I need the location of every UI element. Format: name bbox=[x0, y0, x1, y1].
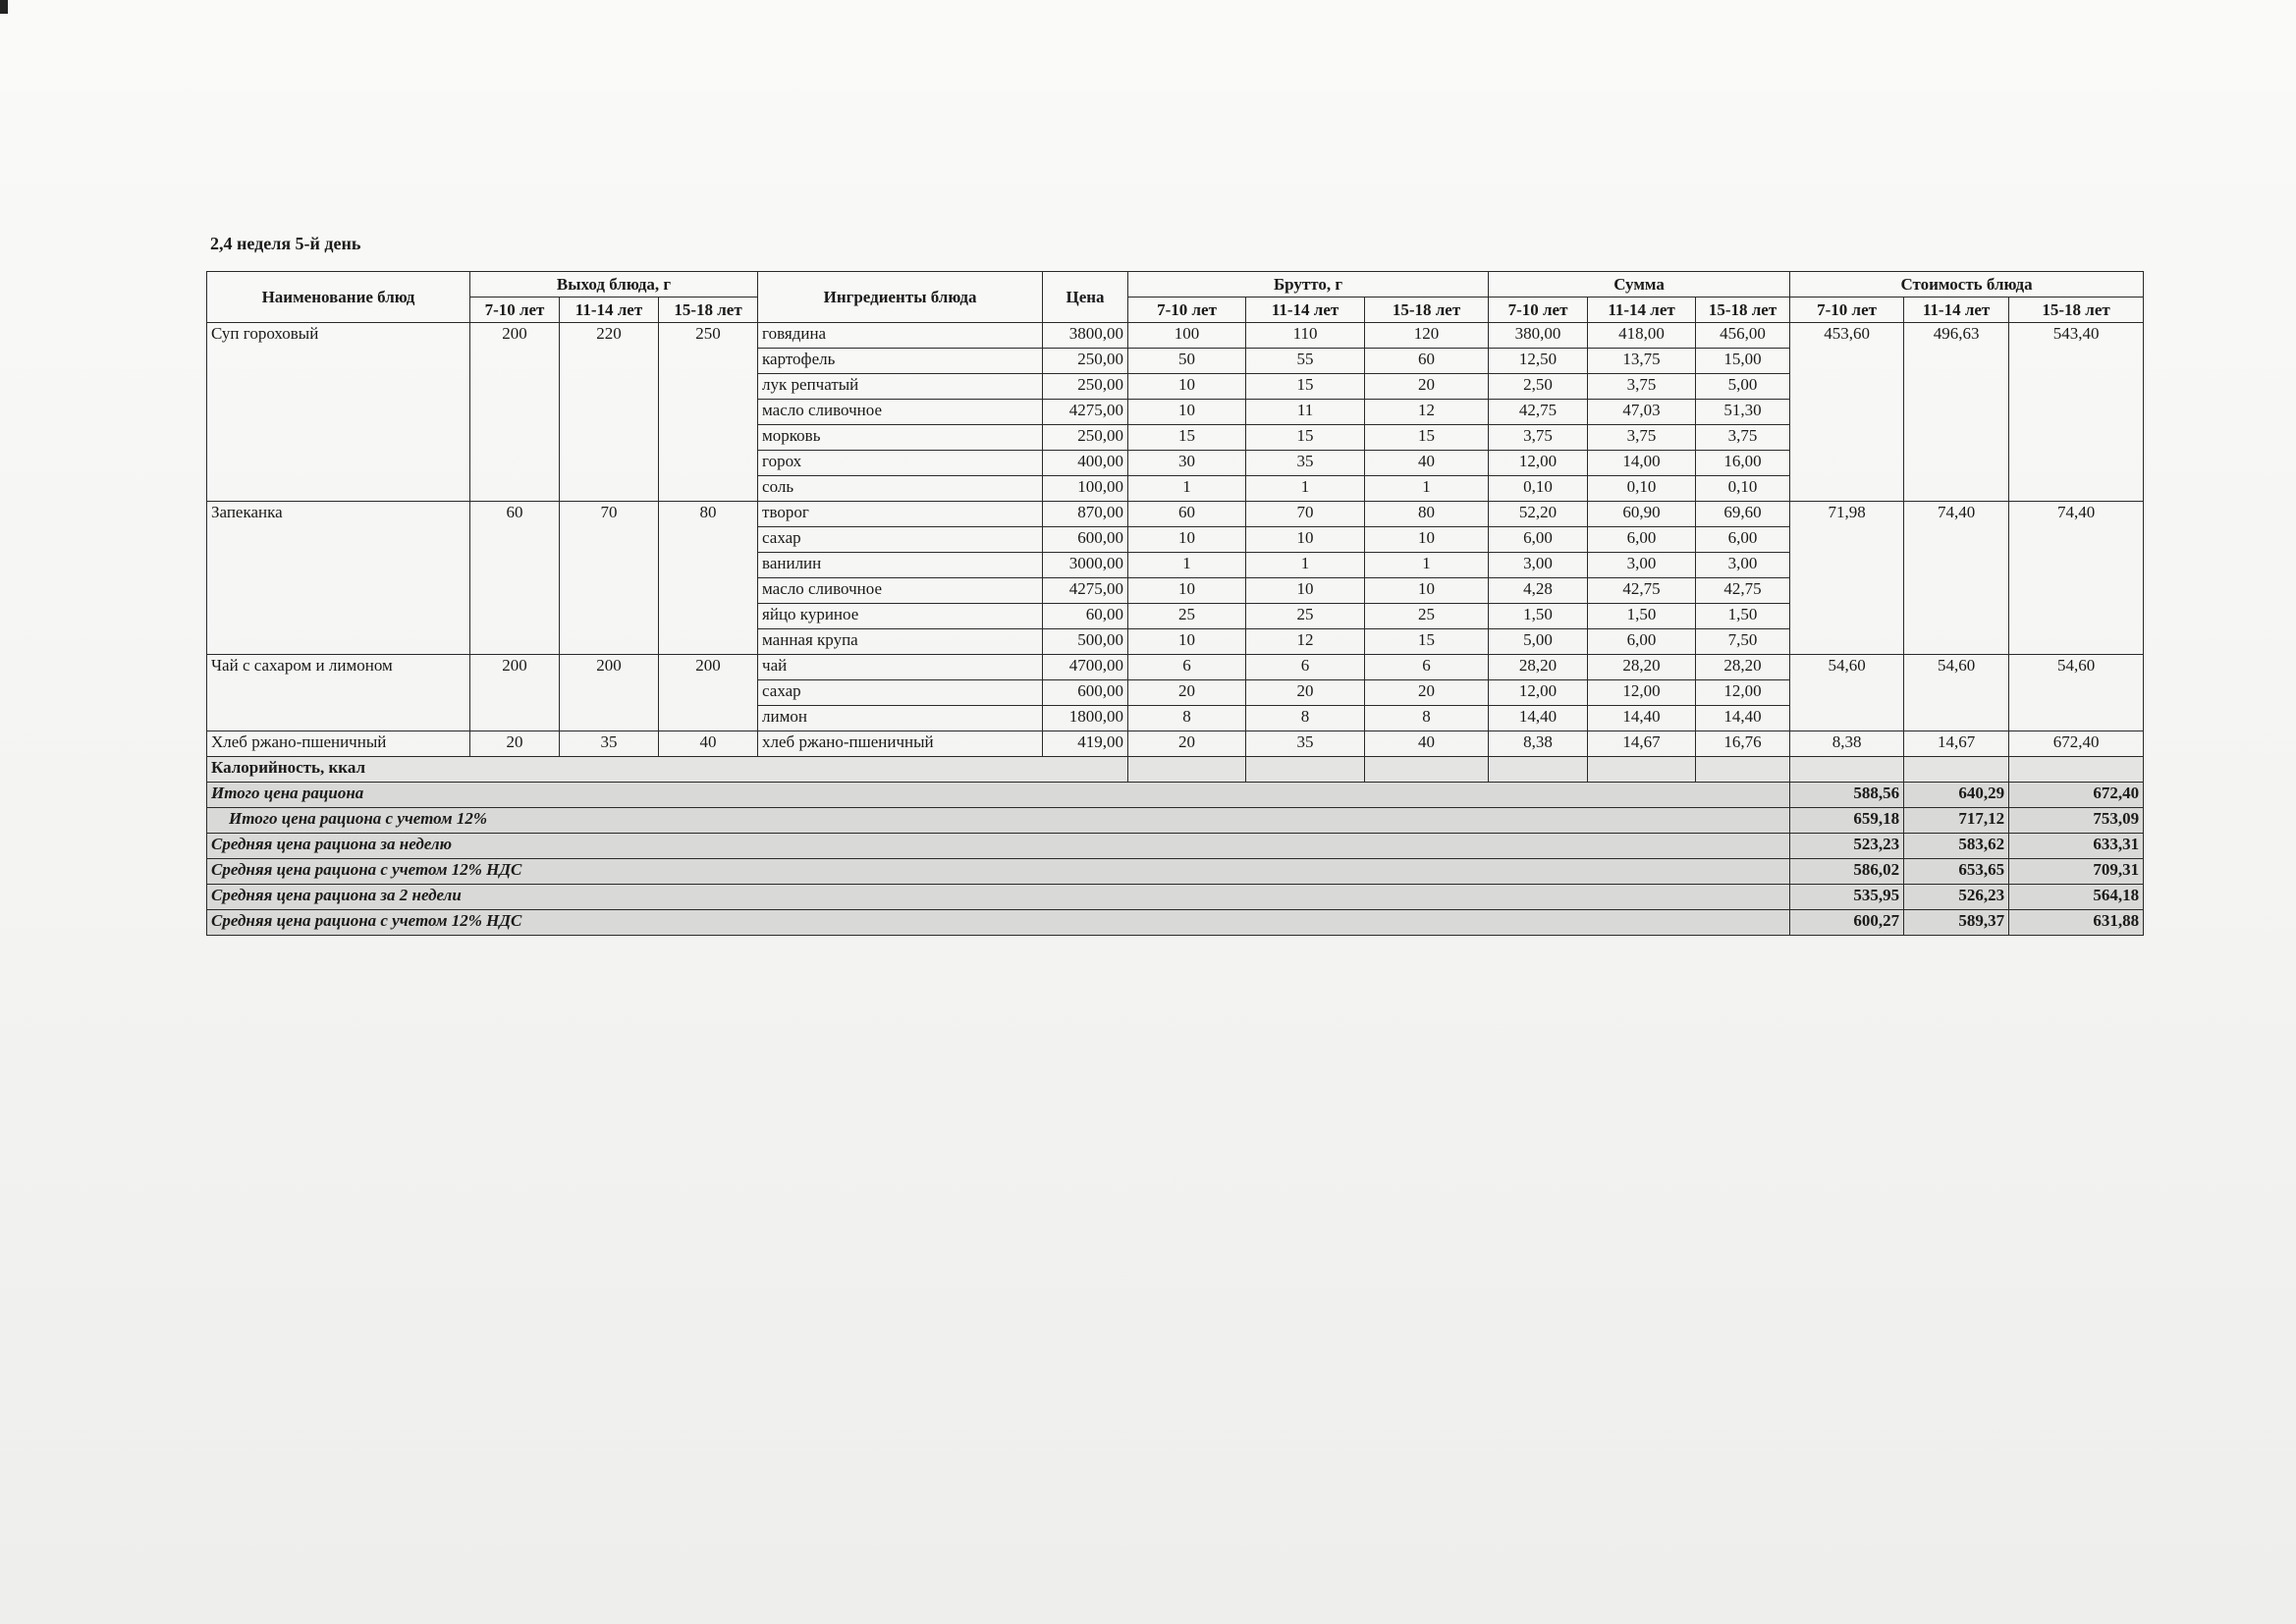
dish-cost: 543,40 bbox=[2009, 323, 2144, 502]
header-yield-age3: 15-18 лет bbox=[659, 298, 758, 323]
ingredient-price: 3000,00 bbox=[1043, 553, 1128, 578]
header-brutto-age1: 7-10 лет bbox=[1128, 298, 1246, 323]
header-brutto-age3: 15-18 лет bbox=[1365, 298, 1489, 323]
table-row bbox=[207, 323, 2144, 349]
ingredient-brutto: 15 bbox=[1246, 374, 1365, 400]
total-row bbox=[207, 783, 2144, 808]
ingredient-brutto: 8 bbox=[1128, 706, 1246, 731]
ingredient-price: 250,00 bbox=[1043, 425, 1128, 451]
ingredient-sum: 42,75 bbox=[1489, 400, 1588, 425]
header-sum-age3: 15-18 лет bbox=[1696, 298, 1790, 323]
ingredient-price: 250,00 bbox=[1043, 349, 1128, 374]
ingredient-brutto: 6 bbox=[1365, 655, 1489, 680]
ingredient-sum: 60,90 bbox=[1588, 502, 1696, 527]
ingredient-brutto: 1 bbox=[1365, 553, 1489, 578]
kcal-cell bbox=[1790, 757, 1904, 783]
ingredient-sum: 3,00 bbox=[1588, 553, 1696, 578]
header-sum: Сумма bbox=[1489, 272, 1790, 298]
ingredient-name: сахар bbox=[758, 680, 1043, 706]
ingredient-brutto: 55 bbox=[1246, 349, 1365, 374]
ingredient-brutto: 1 bbox=[1365, 476, 1489, 502]
dish-name: Чай с сахаром и лимоном bbox=[207, 655, 470, 731]
total-value: 586,02 bbox=[1790, 859, 1904, 885]
total-value: 753,09 bbox=[2009, 808, 2144, 834]
ingredient-sum: 4,28 bbox=[1489, 578, 1588, 604]
header-cost: Стоимость блюда bbox=[1790, 272, 2144, 298]
total-label: Средняя цена рациона с учетом 12% НДС bbox=[207, 910, 1790, 936]
ingredient-brutto: 8 bbox=[1365, 706, 1489, 731]
ingredient-sum: 3,75 bbox=[1588, 425, 1696, 451]
ingredient-price: 500,00 bbox=[1043, 629, 1128, 655]
ingredient-brutto: 35 bbox=[1246, 731, 1365, 757]
ingredient-sum: 3,75 bbox=[1489, 425, 1588, 451]
ingredient-name: чай bbox=[758, 655, 1043, 680]
ingredient-sum: 0,10 bbox=[1588, 476, 1696, 502]
ingredient-sum: 28,20 bbox=[1588, 655, 1696, 680]
ingredient-brutto: 35 bbox=[1246, 451, 1365, 476]
ingredient-sum: 5,00 bbox=[1489, 629, 1588, 655]
header-dish: Наименование блюд bbox=[207, 272, 470, 323]
kcal-cell bbox=[1246, 757, 1365, 783]
ingredient-brutto: 60 bbox=[1128, 502, 1246, 527]
ingredient-brutto: 10 bbox=[1246, 527, 1365, 553]
ingredient-brutto: 20 bbox=[1128, 731, 1246, 757]
total-value: 564,18 bbox=[2009, 885, 2144, 910]
ingredient-sum: 14,40 bbox=[1489, 706, 1588, 731]
ingredient-sum: 47,03 bbox=[1588, 400, 1696, 425]
total-value: 535,95 bbox=[1790, 885, 1904, 910]
ingredient-brutto: 20 bbox=[1365, 680, 1489, 706]
kcal-cell bbox=[1904, 757, 2009, 783]
total-row bbox=[207, 910, 2144, 936]
ingredient-brutto: 10 bbox=[1128, 374, 1246, 400]
ingredient-brutto: 12 bbox=[1365, 400, 1489, 425]
ingredient-sum: 8,38 bbox=[1489, 731, 1588, 757]
ingredient-brutto: 11 bbox=[1246, 400, 1365, 425]
dish-yield: 250 bbox=[659, 323, 758, 502]
ingredient-name: манная крупа bbox=[758, 629, 1043, 655]
ingredient-brutto: 6 bbox=[1128, 655, 1246, 680]
ingredient-sum: 418,00 bbox=[1588, 323, 1696, 349]
kcal-label: Калорийность, ккал bbox=[207, 757, 1128, 783]
total-value: 589,37 bbox=[1904, 910, 2009, 936]
total-value: 709,31 bbox=[2009, 859, 2144, 885]
ingredient-sum: 14,67 bbox=[1588, 731, 1696, 757]
header-yield: Выход блюда, г bbox=[470, 272, 758, 298]
ingredient-name: морковь bbox=[758, 425, 1043, 451]
ingredient-brutto: 40 bbox=[1365, 731, 1489, 757]
kcal-cell bbox=[1696, 757, 1790, 783]
ingredient-brutto: 8 bbox=[1246, 706, 1365, 731]
ingredient-brutto: 1 bbox=[1128, 553, 1246, 578]
ingredient-price: 400,00 bbox=[1043, 451, 1128, 476]
total-value: 640,29 bbox=[1904, 783, 2009, 808]
total-label: Средняя цена рациона за неделю bbox=[207, 834, 1790, 859]
header-cost-age3: 15-18 лет bbox=[2009, 298, 2144, 323]
ingredient-sum: 12,00 bbox=[1588, 680, 1696, 706]
ingredient-sum: 13,75 bbox=[1588, 349, 1696, 374]
total-row bbox=[207, 885, 2144, 910]
ingredient-sum: 1,50 bbox=[1588, 604, 1696, 629]
dish-cost: 8,38 bbox=[1790, 731, 1904, 757]
ingredient-name: хлеб ржано-пшеничный bbox=[758, 731, 1043, 757]
ingredient-sum: 42,75 bbox=[1588, 578, 1696, 604]
ingredient-sum: 51,30 bbox=[1696, 400, 1790, 425]
ingredient-sum: 3,75 bbox=[1588, 374, 1696, 400]
ingredient-brutto: 10 bbox=[1128, 527, 1246, 553]
ingredient-brutto: 80 bbox=[1365, 502, 1489, 527]
dish-cost: 71,98 bbox=[1790, 502, 1904, 655]
dish-yield: 200 bbox=[560, 655, 659, 731]
kcal-cell bbox=[1489, 757, 1588, 783]
kcal-cell bbox=[2009, 757, 2144, 783]
ingredient-sum: 1,50 bbox=[1696, 604, 1790, 629]
header-sum-age1: 7-10 лет bbox=[1489, 298, 1588, 323]
ingredient-price: 600,00 bbox=[1043, 680, 1128, 706]
ingredient-sum: 0,10 bbox=[1489, 476, 1588, 502]
dish-cost: 496,63 bbox=[1904, 323, 2009, 502]
ingredient-sum: 1,50 bbox=[1489, 604, 1588, 629]
ingredient-brutto: 30 bbox=[1128, 451, 1246, 476]
dish-yield: 200 bbox=[659, 655, 758, 731]
header-cost-age1: 7-10 лет bbox=[1790, 298, 1904, 323]
ingredient-name: сахар bbox=[758, 527, 1043, 553]
ingredient-sum: 14,40 bbox=[1696, 706, 1790, 731]
ingredient-sum: 6,00 bbox=[1588, 629, 1696, 655]
ingredient-sum: 0,10 bbox=[1696, 476, 1790, 502]
ingredient-sum: 16,00 bbox=[1696, 451, 1790, 476]
ingredient-sum: 2,50 bbox=[1489, 374, 1588, 400]
ingredient-sum: 12,00 bbox=[1489, 451, 1588, 476]
dish-yield: 220 bbox=[560, 323, 659, 502]
total-row bbox=[207, 834, 2144, 859]
dish-cost: 453,60 bbox=[1790, 323, 1904, 502]
ingredient-sum: 28,20 bbox=[1489, 655, 1588, 680]
ingredient-brutto: 100 bbox=[1128, 323, 1246, 349]
header-yield-age2: 11-14 лет bbox=[560, 298, 659, 323]
ingredient-sum: 42,75 bbox=[1696, 578, 1790, 604]
kcal-row bbox=[207, 757, 2144, 783]
table-row bbox=[207, 731, 2144, 757]
ingredient-name: соль bbox=[758, 476, 1043, 502]
ingredient-name: горох bbox=[758, 451, 1043, 476]
ingredient-sum: 14,00 bbox=[1588, 451, 1696, 476]
ingredient-brutto: 70 bbox=[1246, 502, 1365, 527]
dish-name: Суп гороховый bbox=[207, 323, 470, 502]
ingredient-brutto: 60 bbox=[1365, 349, 1489, 374]
dish-yield: 70 bbox=[560, 502, 659, 655]
ingredient-brutto: 15 bbox=[1365, 629, 1489, 655]
ingredient-sum: 15,00 bbox=[1696, 349, 1790, 374]
total-value: 588,56 bbox=[1790, 783, 1904, 808]
header-cost-age2: 11-14 лет bbox=[1904, 298, 2009, 323]
ingredient-sum: 12,00 bbox=[1696, 680, 1790, 706]
total-value: 523,23 bbox=[1790, 834, 1904, 859]
ingredient-price: 600,00 bbox=[1043, 527, 1128, 553]
dish-name: Хлеб ржано-пшеничный bbox=[207, 731, 470, 757]
dish-name: Запеканка bbox=[207, 502, 470, 655]
ingredient-price: 60,00 bbox=[1043, 604, 1128, 629]
ingredient-price: 4700,00 bbox=[1043, 655, 1128, 680]
ingredient-sum: 380,00 bbox=[1489, 323, 1588, 349]
header-sum-age2: 11-14 лет bbox=[1588, 298, 1696, 323]
dish-cost: 14,67 bbox=[1904, 731, 2009, 757]
total-value: 633,31 bbox=[2009, 834, 2144, 859]
total-label: Итого цена рациона с учетом 12% bbox=[207, 808, 1790, 834]
ingredient-sum: 456,00 bbox=[1696, 323, 1790, 349]
ingredient-brutto: 20 bbox=[1128, 680, 1246, 706]
total-value: 600,27 bbox=[1790, 910, 1904, 936]
ingredient-brutto: 110 bbox=[1246, 323, 1365, 349]
dish-cost: 54,60 bbox=[1904, 655, 2009, 731]
ingredient-brutto: 25 bbox=[1128, 604, 1246, 629]
kcal-cell bbox=[1365, 757, 1489, 783]
header-yield-age1: 7-10 лет bbox=[470, 298, 560, 323]
ingredient-sum: 12,00 bbox=[1489, 680, 1588, 706]
ingredient-name: яйцо куриное bbox=[758, 604, 1043, 629]
dish-cost: 54,60 bbox=[2009, 655, 2144, 731]
ingredient-sum: 6,00 bbox=[1588, 527, 1696, 553]
kcal-cell bbox=[1588, 757, 1696, 783]
ingredient-brutto: 20 bbox=[1365, 374, 1489, 400]
total-value: 717,12 bbox=[1904, 808, 2009, 834]
ingredient-brutto: 40 bbox=[1365, 451, 1489, 476]
page-heading: 2,4 неделя 5-й день bbox=[210, 234, 361, 253]
dish-yield: 35 bbox=[560, 731, 659, 757]
total-value: 631,88 bbox=[2009, 910, 2144, 936]
dish-yield: 200 bbox=[470, 323, 560, 502]
total-row bbox=[207, 859, 2144, 885]
ingredient-name: говядина bbox=[758, 323, 1043, 349]
ingredient-brutto: 20 bbox=[1246, 680, 1365, 706]
total-label: Средняя цена рациона с учетом 12% НДС bbox=[207, 859, 1790, 885]
ingredient-brutto: 50 bbox=[1128, 349, 1246, 374]
ingredient-brutto: 10 bbox=[1128, 629, 1246, 655]
ingredient-sum: 6,00 bbox=[1696, 527, 1790, 553]
total-value: 583,62 bbox=[1904, 834, 2009, 859]
ingredient-price: 250,00 bbox=[1043, 374, 1128, 400]
ingredient-sum: 5,00 bbox=[1696, 374, 1790, 400]
dish-cost: 74,40 bbox=[1904, 502, 2009, 655]
ingredient-name: ванилин bbox=[758, 553, 1043, 578]
menu-table-body bbox=[207, 323, 2144, 936]
total-value: 659,18 bbox=[1790, 808, 1904, 834]
ingredient-brutto: 6 bbox=[1246, 655, 1365, 680]
ingredient-price: 1800,00 bbox=[1043, 706, 1128, 731]
total-label: Средняя цена рациона за 2 недели bbox=[207, 885, 1790, 910]
table-row bbox=[207, 655, 2144, 680]
total-value: 672,40 bbox=[2009, 783, 2144, 808]
ingredient-price: 4275,00 bbox=[1043, 578, 1128, 604]
ingredient-price: 3800,00 bbox=[1043, 323, 1128, 349]
ingredient-brutto: 15 bbox=[1246, 425, 1365, 451]
ingredient-brutto: 10 bbox=[1128, 578, 1246, 604]
ingredient-name: творог bbox=[758, 502, 1043, 527]
dish-cost: 74,40 bbox=[2009, 502, 2144, 655]
dish-cost: 672,40 bbox=[2009, 731, 2144, 757]
ingredient-sum: 52,20 bbox=[1489, 502, 1588, 527]
ingredient-brutto: 12 bbox=[1246, 629, 1365, 655]
dish-yield: 60 bbox=[470, 502, 560, 655]
header-brutto-age2: 11-14 лет bbox=[1246, 298, 1365, 323]
ingredient-brutto: 10 bbox=[1365, 527, 1489, 553]
kcal-cell bbox=[1128, 757, 1246, 783]
dish-cost: 54,60 bbox=[1790, 655, 1904, 731]
ingredient-sum: 69,60 bbox=[1696, 502, 1790, 527]
dish-yield: 200 bbox=[470, 655, 560, 731]
ingredient-sum: 3,00 bbox=[1489, 553, 1588, 578]
ingredient-brutto: 1 bbox=[1246, 553, 1365, 578]
ingredient-name: масло сливочное bbox=[758, 400, 1043, 425]
ingredient-sum: 12,50 bbox=[1489, 349, 1588, 374]
table-row bbox=[207, 502, 2144, 527]
ingredient-name: лимон bbox=[758, 706, 1043, 731]
ingredient-brutto: 1 bbox=[1246, 476, 1365, 502]
ingredient-sum: 28,20 bbox=[1696, 655, 1790, 680]
ingredient-sum: 16,76 bbox=[1696, 731, 1790, 757]
total-row bbox=[207, 808, 2144, 834]
ingredient-sum: 7,50 bbox=[1696, 629, 1790, 655]
ingredient-brutto: 1 bbox=[1128, 476, 1246, 502]
menu-cost-table bbox=[206, 271, 2144, 936]
ingredient-name: лук репчатый bbox=[758, 374, 1043, 400]
total-value: 526,23 bbox=[1904, 885, 2009, 910]
total-label: Итого цена рациона bbox=[207, 783, 1790, 808]
ingredient-price: 419,00 bbox=[1043, 731, 1128, 757]
ingredient-brutto: 10 bbox=[1128, 400, 1246, 425]
ingredient-sum: 14,40 bbox=[1588, 706, 1696, 731]
ingredient-price: 4275,00 bbox=[1043, 400, 1128, 425]
ingredient-name: картофель bbox=[758, 349, 1043, 374]
dish-yield: 40 bbox=[659, 731, 758, 757]
ingredient-brutto: 10 bbox=[1246, 578, 1365, 604]
ingredient-brutto: 25 bbox=[1246, 604, 1365, 629]
header-brutto: Брутто, г bbox=[1128, 272, 1489, 298]
ingredient-brutto: 10 bbox=[1365, 578, 1489, 604]
ingredient-name: масло сливочное bbox=[758, 578, 1043, 604]
header-ingredients: Ингредиенты блюда bbox=[758, 272, 1043, 323]
ingredient-sum: 6,00 bbox=[1489, 527, 1588, 553]
dish-yield: 20 bbox=[470, 731, 560, 757]
header-price: Цена bbox=[1043, 272, 1128, 323]
ingredient-sum: 3,00 bbox=[1696, 553, 1790, 578]
ingredient-sum: 3,75 bbox=[1696, 425, 1790, 451]
ingredient-brutto: 15 bbox=[1128, 425, 1246, 451]
scan-corner-mark bbox=[0, 0, 8, 14]
total-value: 653,65 bbox=[1904, 859, 2009, 885]
dish-yield: 80 bbox=[659, 502, 758, 655]
ingredient-price: 870,00 bbox=[1043, 502, 1128, 527]
ingredient-price: 100,00 bbox=[1043, 476, 1128, 502]
ingredient-brutto: 25 bbox=[1365, 604, 1489, 629]
ingredient-brutto: 120 bbox=[1365, 323, 1489, 349]
ingredient-brutto: 15 bbox=[1365, 425, 1489, 451]
